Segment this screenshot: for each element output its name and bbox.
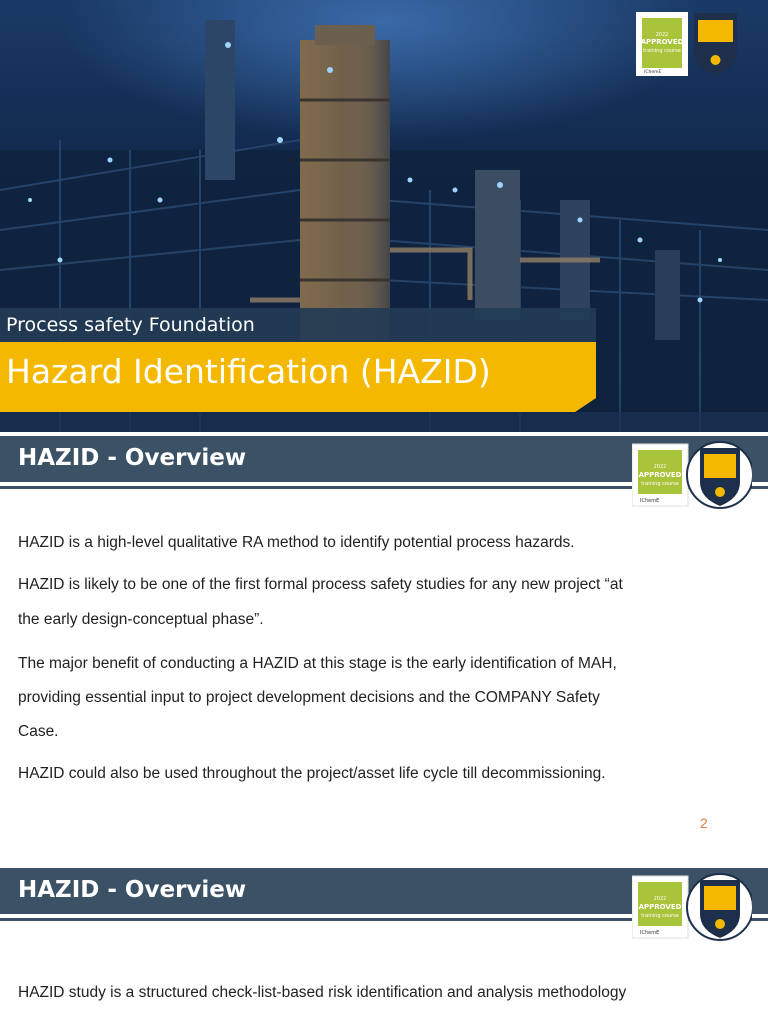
svg-text:2022: 2022 — [653, 896, 667, 902]
svg-text:APPROVED: APPROVED — [638, 471, 682, 479]
slide2-paragraph: providing essential input to project development decisions and the COMPANY Safety — [18, 689, 600, 706]
svg-text:IChemE: IChemE — [640, 498, 660, 504]
slide2-paragraph: HAZID could also be used throughout the project/asset life cycle till decommissioning. — [18, 765, 606, 782]
slide2-paragraph: the early design-conceptual phase”. — [18, 611, 264, 628]
cover-slide — [0, 0, 768, 432]
icheme-approved-badge — [632, 870, 752, 944]
slide2-paragraph: HAZID is likely to be one of the first formal process safety studies for any new project “at — [18, 576, 623, 593]
svg-text:training course: training course — [641, 913, 679, 919]
svg-text:training course: training course — [641, 481, 679, 487]
svg-text:training course: training course — [643, 48, 681, 54]
svg-text:2022: 2022 — [653, 464, 667, 470]
svg-text:IChemE: IChemE — [640, 930, 660, 936]
slide2-paragraph: HAZID is a high-level qualitative RA method to identify potential process hazards. — [18, 534, 575, 551]
svg-text:2022: 2022 — [655, 32, 669, 38]
cover-title: Hazard Identification (HAZID) — [6, 352, 491, 391]
icheme-approved-badge — [632, 438, 752, 512]
page-number: 2 — [700, 815, 708, 831]
svg-text:IChemE: IChemE — [644, 70, 662, 75]
slide3-title: HAZID - Overview — [18, 877, 247, 903]
icheme-approved-badge — [636, 12, 738, 76]
slide2-title: HAZID - Overview — [18, 445, 247, 471]
slide2-paragraph: Case. — [18, 723, 59, 740]
cover-subtitle: Process safety Foundation — [6, 314, 255, 336]
svg-text:APPROVED: APPROVED — [638, 903, 682, 911]
slide3-paragraph: HAZID study is a structured check-list-based risk identification and analysis methodology — [18, 984, 627, 1001]
slide2-paragraph: The major benefit of conducting a HAZID at this stage is the early identification of MAH, — [18, 655, 617, 672]
svg-text:APPROVED: APPROVED — [640, 38, 684, 46]
